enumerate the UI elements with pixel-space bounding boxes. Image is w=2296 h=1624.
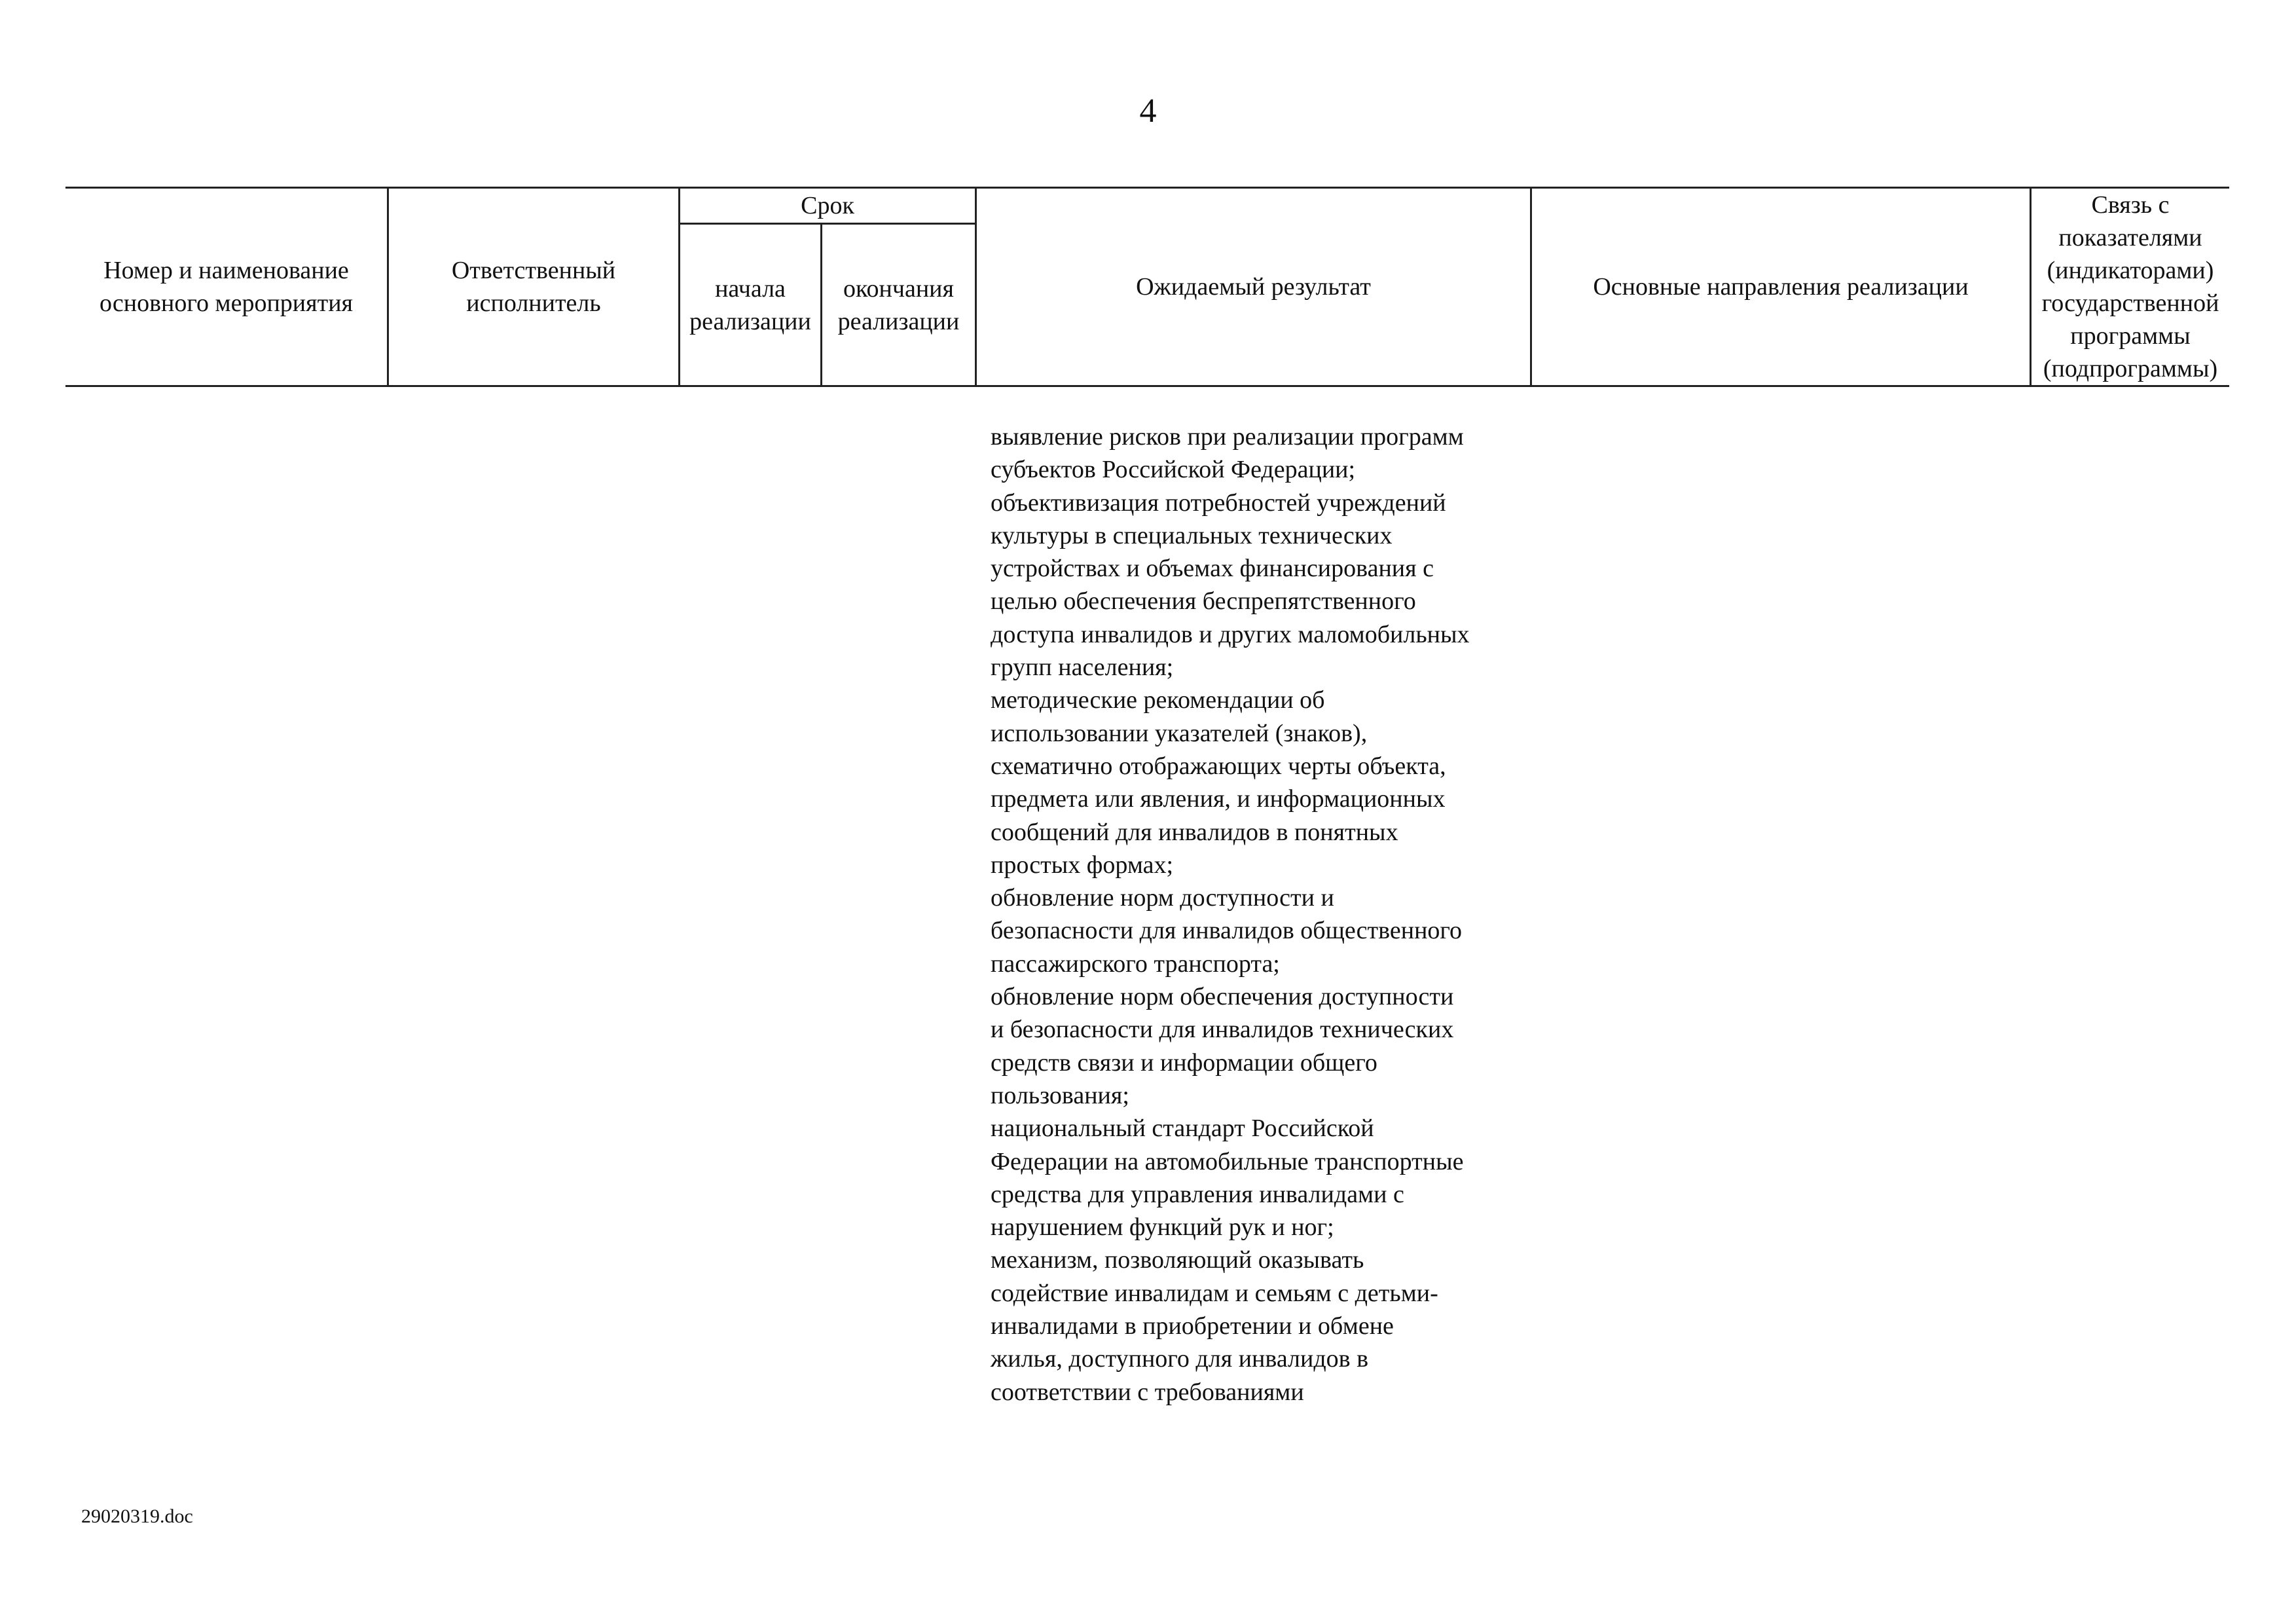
header-end-label: окончания реализации xyxy=(837,274,960,335)
footer-filename: 29020319.doc xyxy=(81,1505,193,1527)
header-indicators xyxy=(2032,189,2229,385)
header-expected-result xyxy=(977,189,1530,385)
header-term xyxy=(680,189,975,223)
header-term-label: Срок xyxy=(801,192,854,219)
expected-result-text: выявление рисков при реализации программ субъектов Российской Федерации; объективизация потребностей учреждений культуры в специальных технических устройствах и объемах финансирования с целью обеспечения беспрепятственного доступа инвалидов и других маломобильных групп населения; методические рекомендации об использовании указателей (знаков), схематично отображающих черты объекта, предмета или явления, и информационных сообщений для инвалидов в понятных простых формах; обновление норм доступности и безопасности для инвалидов общественного пассажирского транспорта; обновление норм обеспечения доступности и безопасности для инвалидов технических средств связи и информации общего пользования; национальный стандарт Российской Федерации на автомобильные транспортные средства для управления инвалидами с нарушением функций рук и ног; механизм, позволяющий оказывать содействие инвалидам и семьям с детьми- инвалидами в приобретении и обмене жилья, доступного для инвалидов в соответствии с требованиями xyxy=(991,423,1470,1406)
header-directions-label: Основные направления реализации xyxy=(1593,273,1969,301)
header-expected-result-label: Ожидаемый результат xyxy=(1136,273,1371,301)
header-directions xyxy=(1532,189,2030,385)
header-measure xyxy=(65,189,387,385)
table-header xyxy=(65,187,2229,387)
header-end xyxy=(822,225,975,385)
header-executor-label: Ответственный исполнитель xyxy=(451,257,616,317)
header-indicators-label: Связь с показателями (индикаторами) государственной программы (подпрограммы) xyxy=(2041,191,2219,382)
header-executor xyxy=(389,189,678,385)
header-measure-label: Номер и наименование основного мероприятия xyxy=(99,257,354,317)
header-start xyxy=(680,225,820,385)
page-number: 4 xyxy=(1139,92,1157,130)
header-start-label: начала реализации xyxy=(689,274,811,335)
